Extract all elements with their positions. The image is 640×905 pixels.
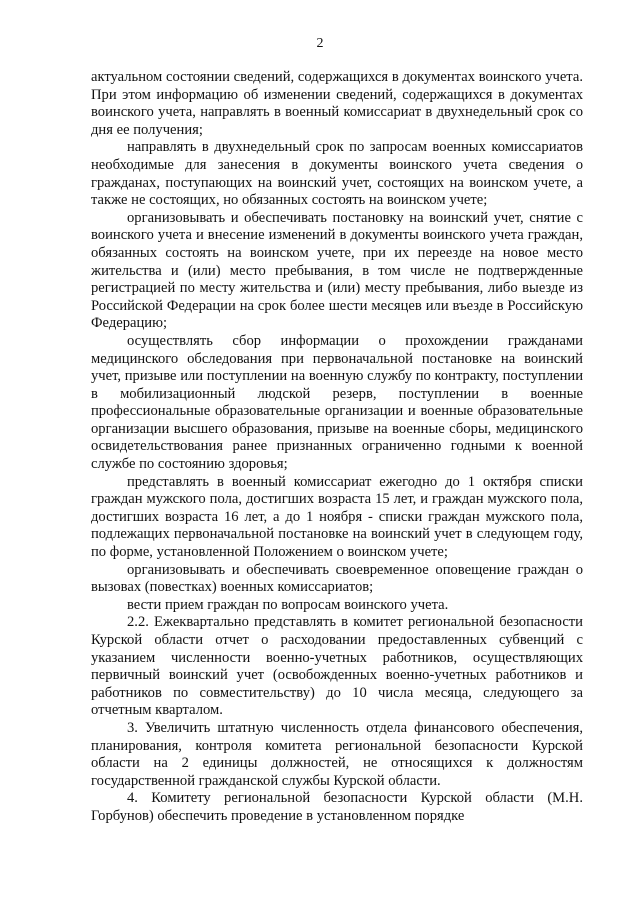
paragraph: представлять в военный комиссариат ежегодно до 1 октября списки граждан мужского пола, достигших возраста 15 лет, и граждан мужского пола, достигших возраста 16 лет, а до 1 ноября - списки граждан мужского пола, подлежащих первоначальной постановке на воинский учет в следующем году, по форме, установленной Положением о воинском учете; — [91, 473, 583, 561]
paragraph: 4. Комитету региональной безопасности Курской области (М.Н. Горбунов) обеспечить проведение в установленном порядке — [91, 790, 583, 824]
paragraph: направлять в двухнедельный срок по запросам военных комиссариатов необходимые для занесения в документы воинского учета сведения о гражданах, поступающих на воинский учет, состоящих на воинском учете, а также не состоящих, но обязанных состоять на воинском учете; — [91, 139, 583, 209]
document-body — [91, 69, 583, 826]
paragraph: 3. Увеличить штатную численность отдела финансового обеспечения, планирования, контроля комитета региональной безопасности Курской области на 2 единицы должностей, не относящихся к должностям государственной гражданской службы Курской области. — [91, 719, 583, 789]
paragraph: 2.2. Ежеквартально представлять в комитет региональной безопасности Курской области отчет о расходовании предоставленных субвенций с указанием численности военно-учетных работников, осуществляющих первичный воинский учет (освобожденных военно-учетных работников и работников по совместительству) до 10 числа месяца, следующего за отчетным кварталом. — [91, 614, 583, 719]
paragraph: организовывать и обеспечивать своевременное оповещение граждан о вызовах (повестках) военных комиссариатов; — [91, 561, 583, 596]
paragraph: актуальном состоянии сведений, содержащихся в документах воинского учета. При этом информацию об изменении сведений, содержащихся в документах воинского учета, направлять в военный комиссариат в двухнедельный срок со дня ее получения; — [91, 69, 583, 138]
paragraph: организовывать и обеспечивать постановку на воинский учет, снятие с воинского учета и внесение изменений в документы воинского учета граждан, обязанных состоять на воинском учете, при их переезде на новое место жительства и (или) место пребывания, в том числе не подтвержденные регистрацией по месту жительства и (или) месту пребывания, либо выезде из Российской Федерации на срок более шести месяцев или въезде в Российскую Федерацию; — [91, 209, 583, 332]
paragraph: вести прием граждан по вопросам воинского учета. — [127, 596, 449, 613]
paragraph: осуществлять сбор информации о прохождении гражданами медицинского обследования при первоначальной постановке на воинский учет, призыве или поступлении на военную службу по контракту, поступлении в мобилизационный людской резерв, поступлении в военные профессиональные образовательные организации и военные образовательные организации высшего образования, призыве на военные сборы, медицинского освидетельствования ранее признанных ограниченно годными к военной службе по состоянию здоровья; — [91, 332, 583, 473]
page-number: 2 — [316, 36, 324, 51]
